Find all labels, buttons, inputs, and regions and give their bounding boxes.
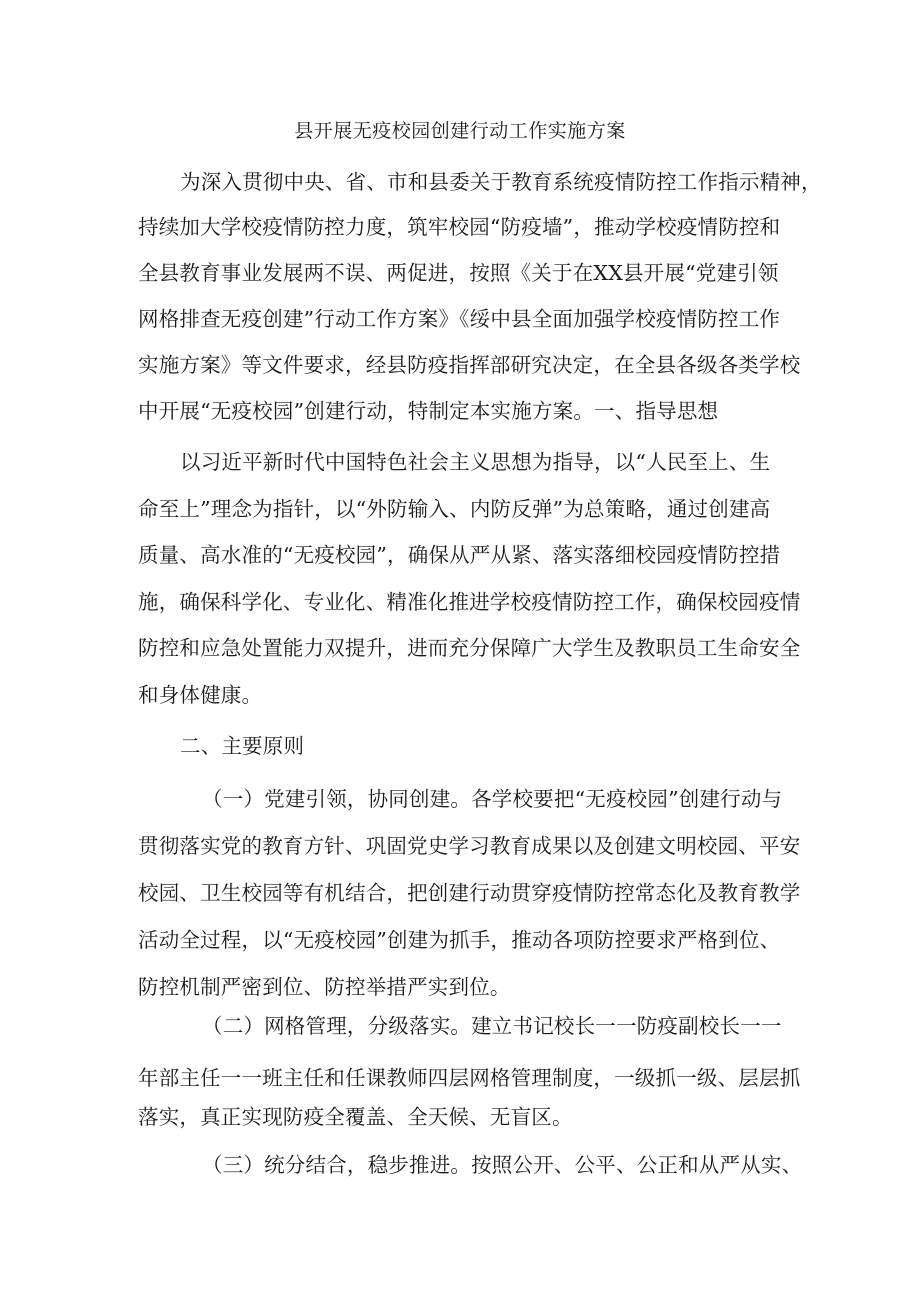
paragraph-line: 命至上”理念为指针，以“外防输入、内防反弹”为总策略，通过创建高 xyxy=(138,497,771,521)
paragraph-line: 防控机制严密到位、防控举措严实到位。 xyxy=(138,975,511,999)
paragraph-line: 全县教育事业发展两不误、两促进，按照《关于在XX县开展“党建引领 xyxy=(138,261,779,285)
paragraph-line: （二）网格管理，分级落实。建立书记校长一一防疫副校长一一 xyxy=(202,1014,782,1038)
paragraph-line: 和身体健康。 xyxy=(138,683,263,707)
paragraph-line: （一）党建引领，协同创建。各学校要把“无疫校园”创建行动与 xyxy=(202,787,783,811)
paragraph-line: 年部主任一一班主任和任课教师四层网格管理制度，一级抓一级、层层抓 xyxy=(138,1066,801,1090)
document-title: 县开展无疫校园创建行动工作实施方案 xyxy=(294,120,626,142)
paragraph-line: 施，确保科学化、专业化、精准化推进学校疫情防控工作，确保校园疫情 xyxy=(138,590,801,614)
paragraph-line: 质量、高水准的“无疫校园”，确保从严从紧、落实落细校园疫情防控措 xyxy=(138,543,781,567)
paragraph-line: 校园、卫生校园等有机结合，把创建行动贯穿疫情防控常态化及教育教学 xyxy=(138,881,801,905)
paragraph-line: 网格排查无疫创建”行动工作方案》《绥中县全面加强学校疫情防控工作 xyxy=(138,307,781,331)
paragraph-line: 以习近平新时代中国特色社会主义思想为指导，以“人民至上、生 xyxy=(180,450,771,474)
paragraph-line: 落实，真正实现防疫全覆盖、全天候、无盲区。 xyxy=(138,1105,573,1129)
paragraph-line: 中开展“无疫校园”创建行动，特制定本实施方案。一、指导思想 xyxy=(138,399,719,423)
paragraph-line: 实施方案》等文件要求，经县防疫指挥部研究决定，在全县各级各类学校 xyxy=(138,353,801,377)
paragraph-line: 防控和应急处置能力双提升，进而充分保障广大学生及教职员工生命安全 xyxy=(138,636,801,660)
section-heading: 二、主要原则 xyxy=(180,734,305,758)
paragraph-line: 贯彻落实党的教育方针、巩固党史学习教育成果以及创建文明校园、平安 xyxy=(138,834,801,858)
paragraph-line: 为深入贯彻中央、省、市和县委关于教育系统疫情防控工作指示精神， xyxy=(180,170,822,194)
paragraph-line: 持续加大学校疫情防控力度，筑牢校园“防疫墙”，推动学校疫情防控和 xyxy=(138,215,781,239)
paragraph-line: （三）统分结合，稳步推进。按照公开、公平、公正和从严从实、 xyxy=(202,1153,803,1177)
paragraph-line: 活动全过程，以“无疫校园”创建为抓手，推动各项防控要求严格到位、 xyxy=(138,928,781,952)
